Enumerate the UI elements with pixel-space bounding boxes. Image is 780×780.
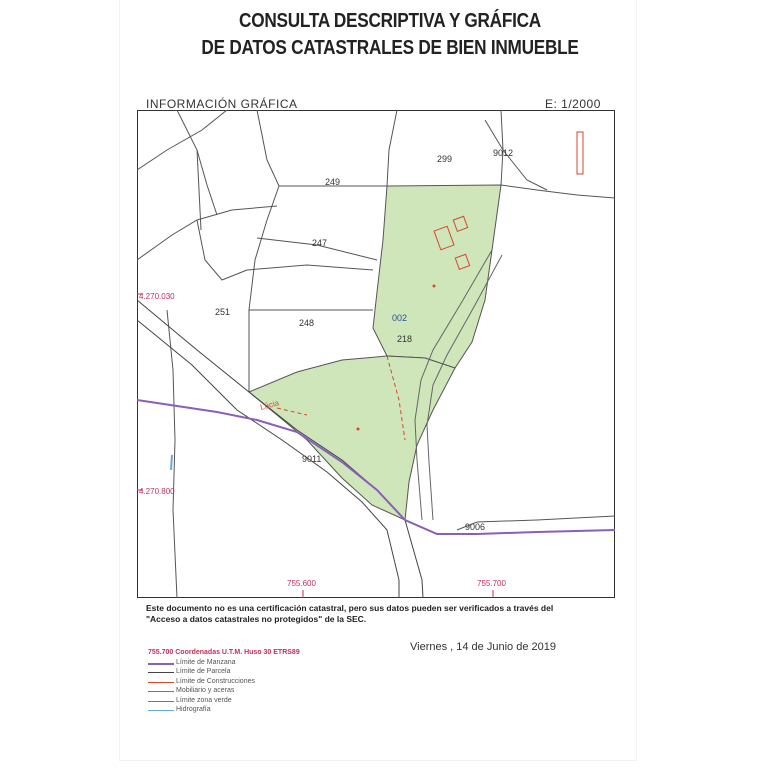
parcel-label: 299 [437, 154, 453, 164]
legend-item [148, 697, 388, 707]
legend-item-label: Límite de Manzana [176, 658, 236, 666]
coordinate-label: 755.700 [477, 579, 506, 588]
parcel-label: 218 [397, 334, 413, 344]
parcel-label: 249 [325, 177, 341, 187]
map-frame [138, 111, 615, 598]
map-legend [148, 649, 388, 716]
legend-item-label: Límite de Construcciones [176, 677, 255, 685]
parcel-label: 002 [392, 313, 408, 323]
parcel-label: 247 [312, 238, 328, 248]
legend-swatch [148, 663, 174, 665]
disclaimer-line2: "Acceso a datos catastrales no protegidos" de la SEC. [146, 614, 367, 624]
legend-item-label: 755.700 Coordenadas U.T.M. Huso 30 ETRS89 [148, 649, 300, 656]
section-label: INFORMACIÓN GRÁFICA [146, 97, 298, 111]
legend-swatch [148, 701, 174, 702]
legend-swatch [148, 691, 174, 692]
legend-swatch [148, 710, 174, 711]
parcel-label: 9012 [493, 148, 514, 158]
document-title-line2: DE DATOS CATASTRALES DE BIEN INMUEBLE [201, 37, 579, 59]
parcel-label: 248 [299, 318, 315, 328]
legend-item [148, 668, 388, 678]
legend-swatch [148, 672, 174, 673]
parcel-label: 251 [215, 307, 231, 317]
water-mark [171, 455, 172, 470]
disclaimer-notice [146, 603, 616, 625]
cadastral-map[interactable] [137, 110, 615, 598]
map-scale: E: 1/2000 [545, 97, 601, 111]
parcel-label: 9006 [465, 522, 486, 532]
legend-item-label: Límite de Parcela [176, 668, 231, 675]
legend-swatch [148, 682, 174, 683]
legend-item [148, 687, 388, 697]
parcel-label: 9011 [302, 454, 322, 464]
place-label: Lúcia [259, 398, 280, 412]
coordinate-label: 4.270.030 [139, 292, 175, 301]
document-date: Viernes , 14 de Junio de 2019 [410, 641, 556, 653]
legend-item-label: Mobiliario y aceras [176, 687, 235, 694]
coordinate-label: 4.270.800 [139, 487, 175, 496]
coordinate-label: 755.600 [287, 579, 316, 588]
disclaimer-line1: Este documento no es una certificación catastral, pero sus datos pueden ser verificados a través del [146, 603, 554, 613]
legend-item [148, 678, 388, 688]
legend-item-label: Hidrografía [176, 706, 211, 713]
legend-item [148, 659, 388, 669]
legend-item [148, 649, 388, 659]
legend-item-label: Límite zona verde [176, 696, 232, 704]
document-title-line1: CONSULTA DESCRIPTIVA Y GRÁFICA [239, 10, 541, 32]
legend-item [148, 706, 388, 716]
